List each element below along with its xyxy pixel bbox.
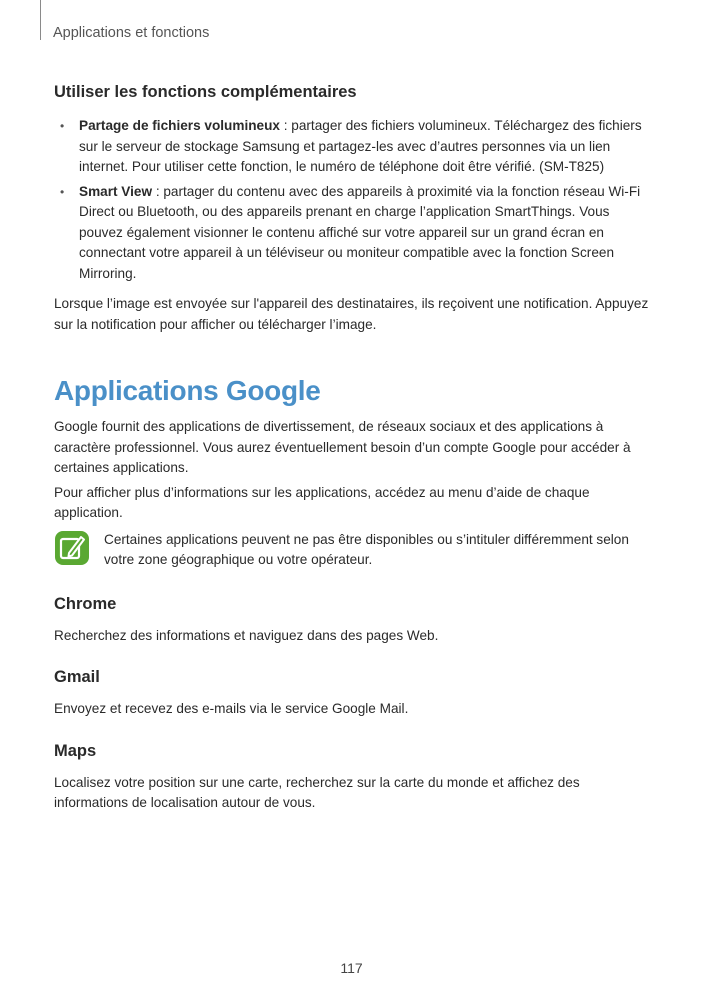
running-header: Applications et fonctions <box>53 25 210 41</box>
intro-paragraph: Google fournit des applications de divertissement, de réseaux sociaux et des applications à caractère professionnel. Vous aurez éventuellement besoin d’un compte Google pour accéder à certaines applications. <box>54 419 631 475</box>
bullet-icon: • <box>60 184 65 199</box>
header-divider <box>40 0 41 40</box>
page-number: 117 <box>340 960 363 976</box>
notification-paragraph: Lorsque l’image est envoyée sur l'appareil des destinataires, ils reçoivent une notification. Appuyez sur la notification pour afficher ou télécharger l’image. <box>54 296 649 332</box>
bullet-term: Smart View <box>79 183 153 199</box>
app-heading-gmail: Gmail <box>54 668 100 686</box>
note-block <box>54 530 654 571</box>
app-description-maps: Localisez votre position sur une carte, recherchez sur la carte du monde et affichez des informations de localisation autour de vous. <box>54 774 580 810</box>
app-heading-maps: Maps <box>54 741 97 760</box>
bullet-text: : partager des fichiers volumineux. Téléchargez des fichiers sur le serveur de stockage Samsung et partagez-les avec d’autres personnes via un lien internet. Pour utiliser cette fonction, le numéro de téléphone doit être vérifié. (SM-T825) <box>79 118 642 174</box>
bullet-text: : partager du contenu avec des appareils à proximité via la fonction réseau Wi-Fi Direct ou Bluetooth, ou des appareils prenant en charge l’application SmartThings. Vous pouvez également visionner le contenu affiché sur votre appareil sur un grand écran en connectant votre appareil à un téléviseur ou moniteur compatible avec la fonction Screen Mirroring. <box>79 183 641 281</box>
app-heading-chrome: Chrome <box>54 594 117 613</box>
chapter-title: Applications Google <box>54 375 321 406</box>
bullet-icon: • <box>60 119 65 133</box>
feature-list <box>54 116 654 284</box>
section-heading: Utiliser les fonctions complémentaires <box>54 83 357 101</box>
list-item-smart-view <box>54 182 654 285</box>
bullet-term: Partage de fichiers volumineux <box>79 118 280 133</box>
note-text: Certaines applications peuvent ne pas être disponibles ou s’intituler différemment selon votre zone géographique ou votre opérateur. <box>104 531 629 567</box>
note-pencil-icon <box>54 530 90 566</box>
list-item-large-file-sharing <box>54 116 654 178</box>
app-description-chrome: Recherchez des informations et naviguez dans des pages Web. <box>54 627 439 643</box>
app-description-gmail: Envoyez et recevez des e-mails via le service Google Mail. <box>54 701 409 716</box>
help-paragraph: Pour afficher plus d’informations sur les applications, accédez au menu d’aide de chaque application. <box>54 484 590 520</box>
page-content <box>54 83 654 818</box>
